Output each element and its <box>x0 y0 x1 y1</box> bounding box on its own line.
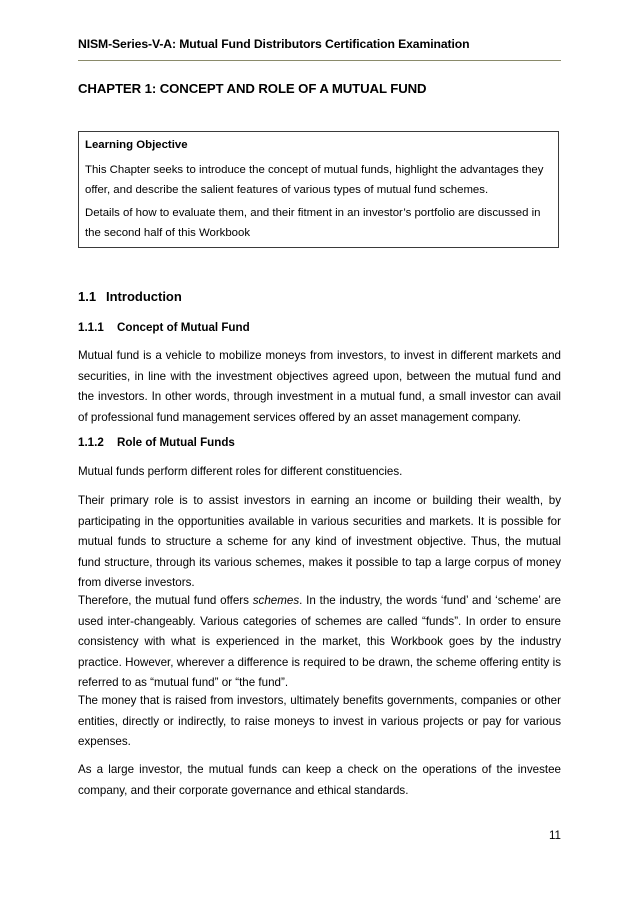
body-paragraph: Their primary role is to assist investors in earning an income or building their wealth, by participating in the opportunities available in various securities and markets. It is possible for mutual funds to structure a scheme for any kind of investment objective. Thus, the mutual fund structure, through its various schemes, makes it possible to tap a large corpus of money from diverse investors. <box>78 494 561 590</box>
learning-objective-paragraph: Details of how to evaluate them, and their fitment in an investor’s portfolio are discussed in the second half of this Workbook <box>85 207 541 239</box>
body-paragraph: As a large investor, the mutual funds can keep a check on the operations of the investee company, and their corporate governance and ethical standards. <box>78 763 561 797</box>
header-divider <box>78 60 561 61</box>
body-paragraph: Mutual funds perform different roles for different constituencies. <box>78 465 403 478</box>
page-number: 11 <box>548 829 561 842</box>
section-number: 1.1 <box>78 289 97 304</box>
learning-objective-paragraph: This Chapter seeks to introduce the concept of mutual funds, highlight the advantages they offer, and describe the salient features of various types of mutual fund schemes. <box>85 164 544 196</box>
section-heading-1-1-2 <box>78 436 235 449</box>
section-number: 1.1.2 <box>78 436 104 449</box>
section-title: Role of Mutual Funds <box>117 436 235 449</box>
learning-objective-box <box>78 131 559 248</box>
body-paragraph: The money that is raised from investors, ultimately benefits governments, companies or other entities, directly or indirectly, to raise moneys to invest in various projects or pay for various expenses. <box>78 694 561 749</box>
section-heading-1-1-1 <box>78 321 250 334</box>
section-number: 1.1.1 <box>78 321 104 334</box>
body-paragraph: Mutual fund is a vehicle to mobilize moneys from investors, to invest in different markets and securities, in line with the investment objectives agreed upon, between the mutual fund and the investors. In other words, through investment in a mutual fund, a small investor can avail of professional fund management services offered by an asset management company. <box>78 349 561 424</box>
running-header: NISM-Series-V-A: Mutual Fund Distributors Certification Examination <box>78 37 470 51</box>
body-paragraph: Therefore, the mutual fund offers schemes. In the industry, the words ‘fund’ and ‘scheme’ are used inter-changeably. Various categories of schemes are called “funds”. In order to ensure consistency with what is experienced in the market, this Workbook goes by the industry practice. However, wherever a difference is required to be drawn, the scheme offering entity is referred to as “mutual fund” or “the fund”. <box>78 594 562 690</box>
section-title: Introduction <box>106 289 182 304</box>
emphasized-term: schemes <box>252 594 300 607</box>
section-heading-1-1 <box>78 289 182 304</box>
chapter-title: CHAPTER 1: CONCEPT AND ROLE OF A MUTUAL FUND <box>78 81 427 96</box>
learning-objective-title: Learning Objective <box>85 139 188 151</box>
section-title: Concept of Mutual Fund <box>117 321 250 334</box>
